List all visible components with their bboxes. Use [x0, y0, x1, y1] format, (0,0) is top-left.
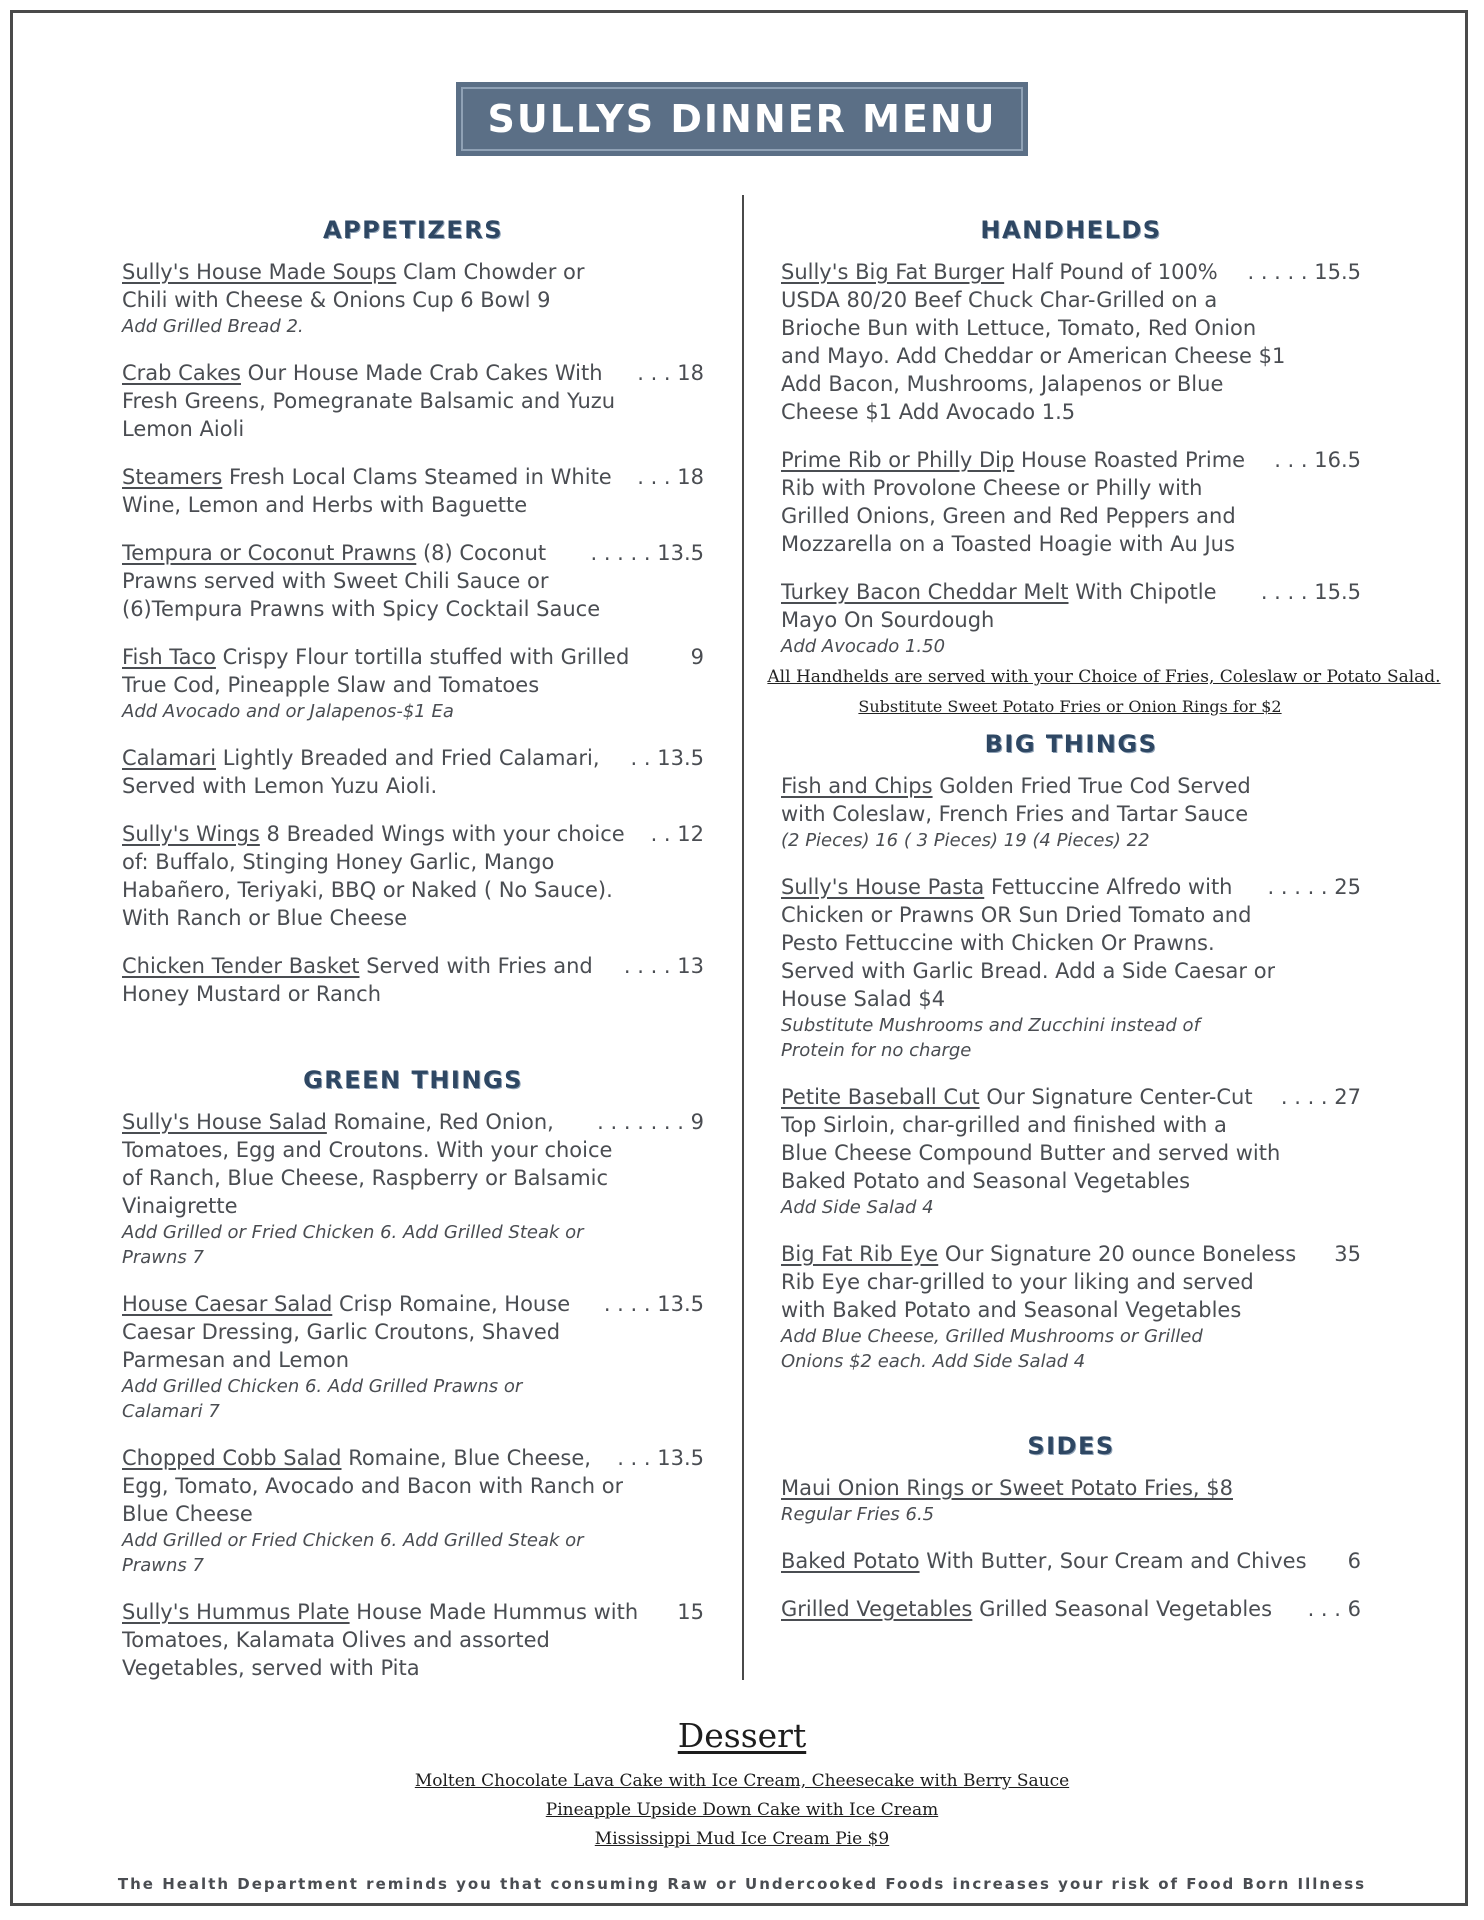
right-column	[781, 216, 1361, 679]
menu-item-text-wrap	[781, 901, 1251, 929]
menu-item-text-wrap	[122, 671, 539, 699]
menu-item-price: . . 13.5	[630, 746, 704, 770]
menu-item-text-wrap	[122, 772, 437, 800]
menu-item-text-wrap	[781, 1240, 1296, 1268]
menu-item-line	[781, 1111, 1361, 1139]
menu-item-line	[122, 567, 704, 595]
menu-item-line	[781, 398, 1361, 426]
dessert-line: Pineapple Upside Down Cake with Ice Cream	[545, 1800, 939, 1820]
menu-item-line	[122, 359, 704, 387]
menu-item-line	[122, 848, 704, 876]
menu-item-description: Pesto Fettuccine with Chicken Or Prawns.	[781, 931, 1215, 955]
menu-item-name: Sully's House Pasta	[781, 875, 985, 899]
menu-item	[781, 1474, 1361, 1527]
menu-item-description: Our Signature Center-Cut	[986, 1085, 1253, 1109]
menu-item-name: Tempura or Coconut Prawns	[122, 541, 417, 565]
menu-item-name: Fish Taco	[122, 645, 216, 669]
section-title: HANDHELDS	[980, 216, 1162, 244]
menu-item-price: . . . . . . . 9	[597, 1110, 704, 1134]
menu-item-line	[122, 1444, 704, 1472]
menu-item-name: Sully's House Made Soups	[122, 260, 397, 284]
big-things-section	[781, 730, 1361, 1374]
menu-item-text-wrap	[122, 744, 600, 772]
menu-item-text-wrap	[122, 1346, 349, 1374]
menu-item	[781, 1083, 1361, 1220]
menu-item-line	[781, 258, 1361, 286]
menu-item-line	[781, 1474, 1361, 1502]
menu-item-text-wrap	[781, 800, 1248, 828]
menu-item-note: Add Blue Cheese, Grilled Mushrooms or Grilled	[781, 1326, 1203, 1347]
menu-item-note: Add Grilled or Fried Chicken 6. Add Grilled Steak or	[122, 1530, 584, 1551]
menu-item	[122, 820, 704, 932]
menu-item-description: House Salad $4	[781, 987, 946, 1011]
menu-item-note: Add Side Salad 4	[781, 1197, 934, 1218]
menu-item-text-wrap	[781, 530, 1235, 558]
menu-item	[781, 772, 1361, 853]
menu-item-text-wrap	[122, 952, 593, 980]
right-column-lower	[781, 730, 1361, 1643]
menu-item-text-wrap	[122, 539, 546, 567]
menu-item-note: (2 Pieces) 16 ( 3 Pieces) 19 (4 Pieces) 22	[781, 830, 1150, 851]
menu-item-line	[781, 314, 1361, 342]
menu-item-name: Sully's Wings	[122, 822, 260, 846]
menu-item-text-wrap	[781, 502, 1236, 530]
menu-item-description: Fresh Local Clams Steamed in White	[229, 465, 612, 489]
menu-item-description: Fettuccine Alfredo with	[990, 875, 1233, 899]
menu-item-price: . . . . . 15.5	[1247, 260, 1361, 284]
menu-item	[122, 1444, 704, 1578]
menu-item-price: 15	[677, 1600, 704, 1624]
menu-item-line	[122, 1500, 704, 1528]
menu-item-text-wrap	[781, 1296, 1241, 1324]
menu-item-description: Served with Fries and	[366, 954, 593, 978]
menu-item-description: Tomatoes, Kalamata Olives and assorted	[122, 1628, 550, 1652]
menu-item-text-wrap	[122, 359, 603, 387]
menu-item-price: . . . . 13	[623, 954, 704, 978]
menu-item-line	[781, 286, 1361, 314]
menu-item-description: True Cod, Pineapple Slaw and Tomatoes	[122, 673, 540, 697]
menu-item-description: Prawns served with Sweet Chili Sauce or	[122, 569, 549, 593]
menu-item-price: 6	[1347, 1549, 1361, 1573]
menu-item	[122, 952, 704, 1008]
menu-item-text-wrap	[781, 1139, 1280, 1167]
menu-item-description: Our House Made Crab Cakes With	[247, 361, 603, 385]
menu-item-description: Add Bacon, Mushrooms, Jalapenos or Blue	[781, 372, 1224, 396]
menu-item-description: Baked Potato and Seasonal Vegetables	[781, 1169, 1191, 1193]
menu-item-line	[122, 1346, 704, 1374]
menu-item-line	[122, 772, 704, 800]
menu-item-name: Baked Potato	[781, 1549, 920, 1573]
menu-item-text-wrap	[781, 446, 1245, 474]
menu-item-text-wrap	[122, 258, 585, 286]
menu-item-note: Add Avocado and or Jalapenos-$1 Ea	[122, 701, 454, 722]
menu-item-description: Honey Mustard or Ranch	[122, 982, 382, 1006]
menu-item-text-wrap	[781, 578, 1217, 606]
menu-item-text-wrap	[122, 1290, 570, 1318]
menu-item-text-wrap	[122, 1472, 623, 1500]
menu-item	[781, 1595, 1361, 1623]
menu-item-line	[122, 643, 704, 671]
menu-item-description: Tomatoes, Egg and Croutons. With your choice	[122, 1138, 613, 1162]
menu-item-price: . . 12	[650, 822, 704, 846]
menu-item-text-wrap	[122, 1318, 560, 1346]
menu-item-text-wrap	[122, 820, 625, 848]
menu-item-line	[781, 901, 1361, 929]
menu-item	[781, 873, 1361, 1063]
menu-item-line	[122, 258, 704, 286]
menu-item-price: . . . 6	[1307, 1597, 1361, 1621]
menu-item-line	[781, 1083, 1361, 1111]
menu-item-description: Grilled Seasonal Vegetables	[979, 1597, 1273, 1621]
menu-item-name: Turkey Bacon Cheddar Melt	[781, 580, 1069, 604]
menu-item-price: . . . 16.5	[1274, 448, 1361, 472]
menu-item-text-wrap	[781, 957, 1275, 985]
menu-item-description: Mayo On Sourdough	[781, 608, 995, 632]
section-title: GREEN THINGS	[303, 1066, 523, 1094]
menu-item-description: Chili with Cheese & Onions Cup 6 Bowl 9	[122, 288, 551, 312]
menu-item-text-wrap	[122, 387, 615, 415]
menu-item-description: Clam Chowder or	[402, 260, 585, 284]
menu-item-name: Calamari	[122, 746, 217, 770]
menu-item-name: Sully's Hummus Plate	[122, 1600, 350, 1624]
menu-item-description: Vegetables, served with Pita	[122, 1656, 420, 1680]
menu-item-text-wrap	[122, 1136, 612, 1164]
menu-item-description: Crisp Romaine, House	[338, 1292, 571, 1316]
menu-item-description: Vinaigrette	[122, 1194, 238, 1218]
menu-item-text-wrap	[122, 1164, 608, 1192]
menu-item-price: 35	[1334, 1242, 1361, 1266]
menu-item-description: of Ranch, Blue Cheese, Raspberry or Balsamic	[122, 1166, 609, 1190]
menu-item-note: Calamari 7	[122, 1401, 220, 1422]
menu-item-line	[122, 671, 704, 699]
menu-item-text-wrap	[122, 643, 629, 671]
menu-item-line	[122, 595, 704, 623]
menu-item-line	[781, 772, 1361, 800]
menu-item	[122, 258, 704, 339]
menu-item-description: Our Signature 20 ounce Boneless	[944, 1242, 1297, 1266]
menu-item	[781, 578, 1361, 659]
menu-item-text-wrap	[781, 873, 1233, 901]
menu-item-text-wrap	[781, 286, 1217, 314]
menu-item-note: Add Avocado 1.50	[781, 636, 946, 657]
menu-item-name: Maui Onion Rings or Sweet Potato Fries, $8	[781, 1476, 1233, 1500]
menu-item-description: Rib Eye char-grilled to your liking and served	[781, 1270, 1254, 1294]
menu-item-line	[781, 873, 1361, 901]
menu-item-text-wrap	[781, 606, 994, 634]
menu-item-name: Steamers	[122, 465, 223, 489]
menu-item-text-wrap	[781, 1111, 1227, 1139]
handhelds-substitute-note: Substitute Sweet Potato Fries or Onion Rings for $2	[858, 697, 1282, 716]
menu-item-line	[122, 539, 704, 567]
menu-item-line	[781, 1167, 1361, 1195]
menu-item-line	[781, 370, 1361, 398]
menu-item-note: Onions $2 each. Add Side Salad 4	[781, 1351, 1086, 1372]
menu-item-name: Crab Cakes	[122, 361, 241, 385]
menu-item-description: Habañero, Teriyaki, BBQ or Naked ( No Sauce).	[122, 878, 613, 902]
dessert-line: Mississippi Mud Ice Cream Pie $9	[594, 1829, 890, 1849]
menu-item-text-wrap	[122, 595, 600, 623]
menu-item-line	[122, 744, 704, 772]
menu-item	[122, 539, 704, 623]
menu-item-line	[781, 929, 1361, 957]
menu-item-text-wrap	[781, 772, 1251, 800]
menu-item-line	[122, 1108, 704, 1136]
menu-item-text-wrap	[122, 1626, 550, 1654]
menu-item-line	[122, 904, 704, 932]
menu-item-name: Chicken Tender Basket	[122, 954, 360, 978]
menu-item-price: . . . . . 13.5	[590, 541, 704, 565]
menu-item-description: (6)Tempura Prawns with Spicy Cocktail Sauce	[122, 597, 601, 621]
handhelds-section	[781, 216, 1361, 659]
menu-item-text-wrap	[781, 314, 1256, 342]
menu-item-text-wrap	[122, 567, 549, 595]
menu-item-text-wrap	[781, 398, 1075, 426]
menu-item-line	[781, 1547, 1361, 1575]
menu-item-line	[781, 1296, 1361, 1324]
menu-item-line	[781, 1268, 1361, 1296]
menu-item-description: Egg, Tomato, Avocado and Bacon with Ranch or	[122, 1474, 624, 1498]
menu-item	[781, 1240, 1361, 1374]
menu-item-price: . . . 18	[637, 465, 704, 489]
menu-item-description: Wine, Lemon and Herbs with Baguette	[122, 493, 528, 517]
menu-item-description: (8) Coconut	[422, 541, 547, 565]
menu-item-description: Fresh Greens, Pomegranate Balsamic and Yuzu	[122, 389, 616, 413]
menu-item-line	[122, 1626, 704, 1654]
menu-item-price: . . . 13.5	[617, 1446, 704, 1470]
menu-item-note: Regular Fries 6.5	[781, 1504, 935, 1525]
menu-item-name: Sully's House Salad	[122, 1110, 327, 1134]
menu-item-description: Romaine, Blue Cheese,	[348, 1446, 591, 1470]
menu-item-text-wrap	[122, 848, 554, 876]
menu-item-line	[122, 491, 704, 519]
menu-item-line	[781, 606, 1361, 634]
menu-item-description: Brioche Bun with Lettuce, Tomato, Red Onion	[781, 316, 1257, 340]
menu-item-text-wrap	[781, 1083, 1253, 1111]
menu-item	[122, 1108, 704, 1270]
menu-item-note: Substitute Mushrooms and Zucchini instead of	[781, 1015, 1200, 1036]
menu-item-description: Blue Cheese	[122, 1502, 253, 1526]
menu-item-description: Rib with Provolone Cheese or Philly with	[781, 476, 1203, 500]
menu-item-line	[122, 1472, 704, 1500]
menu-item-text-wrap	[122, 491, 527, 519]
menu-item-line	[122, 387, 704, 415]
menu-item-description: Cheese $1 Add Avocado 1.5	[781, 400, 1076, 424]
menu-item-name: Petite Baseball Cut	[781, 1085, 980, 1109]
menu-item-description: 8 Breaded Wings with your choice	[266, 822, 625, 846]
menu-item-description: with Baked Potato and Seasonal Vegetables	[781, 1298, 1242, 1322]
section-title: BIG THINGS	[984, 730, 1158, 758]
menu-item-line	[781, 800, 1361, 828]
menu-item-text-wrap	[122, 286, 551, 314]
section-title: SIDES	[1027, 1432, 1115, 1460]
column-divider	[742, 195, 744, 1680]
menu-item-line	[122, 820, 704, 848]
menu-item-line	[781, 1595, 1361, 1623]
menu-item-text-wrap	[781, 474, 1202, 502]
menu-item-name: Grilled Vegetables	[781, 1597, 973, 1621]
menu-item-line	[781, 342, 1361, 370]
menu-item-description: Mozzarella on a Toasted Hoagie with Au Jus	[781, 532, 1235, 556]
menu-item	[122, 1290, 704, 1424]
menu-item-text-wrap	[781, 342, 1285, 370]
menu-item-description: House Roasted Prime	[1021, 448, 1246, 472]
menu-item-line	[781, 985, 1361, 1013]
menu-item-text-wrap	[122, 1500, 253, 1528]
menu-item-line	[122, 980, 704, 1008]
menu-item-description: Parmesan and Lemon	[122, 1348, 350, 1372]
menu-item-line	[122, 1136, 704, 1164]
menu-item	[122, 1598, 704, 1682]
left-column	[122, 216, 704, 1702]
menu-item-line	[781, 502, 1361, 530]
menu-item	[122, 643, 704, 724]
sides-section	[781, 1432, 1361, 1623]
menu-item-description: Crispy Flour tortilla stuffed with Grilled	[222, 645, 630, 669]
menu-item-price: . . . . . 25	[1267, 875, 1361, 899]
menu-item-description: Top Sirloin, char-grilled and finished with a	[781, 1113, 1227, 1137]
menu-item-description: Romaine, Red Onion,	[333, 1110, 554, 1134]
menu-item-line	[122, 1164, 704, 1192]
menu-item-line	[122, 463, 704, 491]
menu-item-line	[122, 1290, 704, 1318]
dessert-title: Dessert	[677, 1716, 807, 1755]
menu-item	[122, 359, 704, 443]
menu-title-banner	[456, 82, 1028, 156]
menu-item-description: Caesar Dressing, Garlic Croutons, Shaved	[122, 1320, 561, 1344]
menu-item-text-wrap	[122, 876, 613, 904]
menu-item-price: . . . . 15.5	[1260, 580, 1361, 604]
menu-item-description: Blue Cheese Compound Butter and served with	[781, 1141, 1281, 1165]
menu-item-text-wrap	[122, 1598, 638, 1626]
menu-item-line	[122, 1192, 704, 1220]
menu-item-description: House Made Hummus with	[356, 1600, 639, 1624]
menu-item-description: Golden Fried True Cod Served	[939, 774, 1251, 798]
menu-title: SULLYS DINNER MENU	[487, 97, 997, 141]
menu-item-note: Add Grilled or Fried Chicken 6. Add Grilled Steak or	[122, 1222, 584, 1243]
menu-item-line	[122, 286, 704, 314]
menu-item-description: Served with Garlic Bread. Add a Side Caesar or	[781, 959, 1276, 983]
menu-item-note: Prawns 7	[122, 1247, 204, 1268]
menu-item-line	[122, 952, 704, 980]
menu-item-price: . . . . 13.5	[603, 1292, 704, 1316]
menu-item-line	[781, 446, 1361, 474]
dessert-line: Molten Chocolate Lava Cake with Ice Cream, Cheesecake with Berry Sauce	[414, 1771, 1070, 1791]
menu-item-description: Half Pound of 100%	[1010, 260, 1218, 284]
menu-item-text-wrap	[781, 1474, 1233, 1502]
menu-item-text-wrap	[781, 370, 1223, 398]
menu-item	[781, 446, 1361, 558]
menu-item-line	[122, 1654, 704, 1682]
menu-item-text-wrap	[122, 980, 381, 1008]
menu-item-text-wrap	[781, 929, 1215, 957]
menu-item-description: of: Buffalo, Stinging Honey Garlic, Mango	[122, 850, 555, 874]
menu-item-price: . . . . 27	[1280, 1085, 1361, 1109]
menu-item-note: Add Grilled Bread 2.	[122, 316, 304, 337]
menu-item-price: 9	[690, 645, 704, 669]
menu-item-text-wrap	[781, 258, 1218, 286]
menu-item-price: . . . 18	[637, 361, 704, 385]
menu-item-description: Lightly Breaded and Fried Calamari,	[222, 746, 600, 770]
menu-item-line	[122, 415, 704, 443]
menu-item-description: Lemon Aioli	[122, 417, 245, 441]
menu-item-description: Served with Lemon Yuzu Aioli.	[122, 774, 438, 798]
menu-item	[781, 258, 1361, 426]
menu-item-text-wrap	[122, 463, 612, 491]
menu-item-text-wrap	[122, 1654, 420, 1682]
menu-item-description: with Coleslaw, French Fries and Tartar Sauce	[781, 802, 1249, 826]
menu-item-description: and Mayo. Add Cheddar or American Cheese $1	[781, 344, 1286, 368]
menu-item-line	[781, 1240, 1361, 1268]
menu-item	[122, 463, 704, 519]
menu-item-description: With Butter, Sour Cream and Chives	[926, 1549, 1307, 1573]
menu-item-text-wrap	[781, 1547, 1307, 1575]
menu-item-text-wrap	[781, 1595, 1272, 1623]
menu-item-description: Chicken or Prawns OR Sun Dried Tomato and	[781, 903, 1252, 927]
menu-item-name: Sully's Big Fat Burger	[781, 260, 1005, 284]
menu-item-text-wrap	[122, 415, 244, 443]
menu-item-line	[122, 876, 704, 904]
health-disclaimer: The Health Department reminds you that consuming Raw or Undercooked Foods increases your risk of Food Born Illness	[117, 1875, 1367, 1893]
menu-item-text-wrap	[122, 904, 407, 932]
menu-item-note: Prawns 7	[122, 1555, 204, 1576]
menu-item-line	[781, 1139, 1361, 1167]
menu-item-name: Chopped Cobb Salad	[122, 1446, 342, 1470]
menu-item-line	[781, 578, 1361, 606]
menu-item-text-wrap	[122, 1108, 554, 1136]
menu-item-name: Prime Rib or Philly Dip	[781, 448, 1015, 472]
menu-item	[122, 744, 704, 800]
menu-item-description: With Chipotle	[1075, 580, 1217, 604]
menu-item	[781, 1547, 1361, 1575]
menu-item-note: Protein for no charge	[781, 1040, 972, 1061]
section-title: APPETIZERS	[322, 216, 503, 244]
menu-item-text-wrap	[781, 985, 945, 1013]
menu-item-text-wrap	[781, 1167, 1190, 1195]
menu-item-line	[122, 1318, 704, 1346]
menu-item-text-wrap	[122, 1444, 591, 1472]
menu-item-description: With Ranch or Blue Cheese	[122, 906, 408, 930]
menu-item-line	[781, 474, 1361, 502]
menu-item-name: Fish and Chips	[781, 774, 933, 798]
menu-item-name: Big Fat Rib Eye	[781, 1242, 939, 1266]
menu-item-note: Add Grilled Chicken 6. Add Grilled Prawns or	[122, 1376, 523, 1397]
menu-item-line	[122, 1598, 704, 1626]
menu-item-line	[781, 530, 1361, 558]
menu-item-text-wrap	[781, 1268, 1254, 1296]
menu-item-text-wrap	[122, 1192, 238, 1220]
menu-item-description: USDA 80/20 Beef Chuck Char-Grilled on a	[781, 288, 1218, 312]
menu-item-line	[781, 957, 1361, 985]
menu-item-name: House Caesar Salad	[122, 1292, 333, 1316]
menu-item-description: Grilled Onions, Green and Red Peppers and	[781, 504, 1236, 528]
handhelds-sides-note: All Handhelds are served with your Choice of Fries, Coleslaw or Potato Salad.	[767, 667, 1441, 687]
